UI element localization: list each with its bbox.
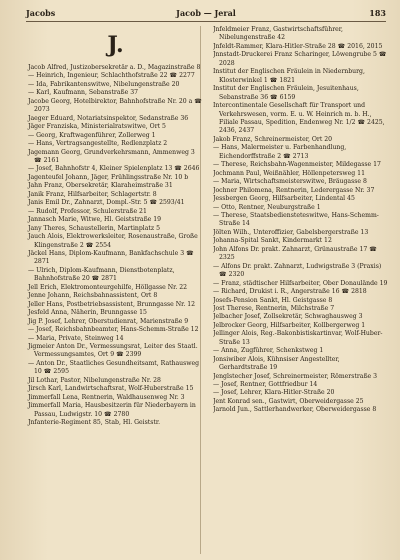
header-center: Jacob — Jeral	[176, 8, 236, 18]
directory-entry: — Alfons Dr. prakt. Zahnarzt, Ludwigstraße 3 (Praxis) ☎ 2320	[213, 262, 382, 279]
directory-entry: Jirsch Karl, Landwirtschaftsrat, Wolf-Huberstraße 15	[28, 385, 194, 393]
directory-entry: Jannasch Marie, Witwe, Hl. Geiststraße 19	[28, 216, 162, 224]
directory-entry: — Josef, Bahnhofstr 4, Kleiner Spielenplatz 13 ☎ 2646	[28, 165, 200, 173]
directory-entry: Jimmerfall Lena, Rentnerin, Waldhausenweg Nr. 3	[28, 393, 185, 401]
directory-entry: Jelbrocker Georg, Hilfsarbeiter, Kollbergerweg 1	[213, 321, 366, 329]
directory-entry: Institut der Englischen Fräulein, Jesuitenhaus, Sebanstraße 36 ☎ 6159	[213, 85, 359, 101]
directory-entry: — Richard, Drukist i. R., Angerstraße 16 ☎ 2818	[213, 288, 367, 296]
directory-entry: — Georg, Kraftwagenführer, Zollerweg 1	[28, 131, 156, 139]
directory-entry: Jonsiwiber Alois, Kühnsiser Angestellter, Gerhardtstraße 19	[213, 355, 340, 372]
directory-entry: Jakob Franz, Schreinermeister, Ort 20	[213, 135, 333, 143]
directory-entry: — Karl, Kaufmann, Sebanstraße 37	[28, 89, 139, 97]
directory-entry: Jahn Franz, Obersekretär, Klaraheimstraße 31	[28, 182, 173, 190]
directory-entry: Jauch Alois, Elektrowerksleiter, Rosenaustraße, Große Klingenstraße 2 ☎ 2554	[28, 233, 198, 249]
directory-entry: Jochmann Paul, Weißnähler, Höllenpetersweg 11	[213, 169, 365, 177]
directory-entry: Jessbergen Georg, Hilfsarbeiter, Lindental 45	[213, 195, 355, 203]
directory-entry: — Rudolf, Professor, Schulerstraße 21	[28, 207, 147, 215]
directory-entry: — Heinrich, Ingenieur, Schlachthofstraße 22 ☎ 2277	[28, 72, 195, 80]
directory-entry: Janik Franz, Hilfsarbeiter, Schlagertstr. 8	[28, 190, 157, 198]
directory-entry: Jenne Johann, Reichsbahnassistent, Ort 8	[28, 292, 158, 300]
directory-entry: Jarnold Jun., Sattlerhandwerker, Oberweidergasse 8	[213, 406, 377, 414]
directory-entry: Jaeger Eduard, Notariatsinspektor, Sedanstraße 36	[28, 114, 189, 122]
directory-entry: Jany Theres, Schaustellerin, Martinplatz 5	[28, 224, 160, 232]
directory-entry: Institut der Englischen Fräulein in Niedernburg, Klosterwinkel 1 ☎ 1821	[213, 68, 365, 84]
directory-entry: — Josef, Lehrer, Klara-Hitler-Straße 20	[213, 389, 335, 397]
directory-entry: Jell Erich, Elektromonteurgehilfe, Höllgasse Nr. 22	[28, 283, 188, 291]
columns	[26, 26, 388, 554]
directory-entry: — Hans, Vertragsangestellte, Redlenzplatz 2	[28, 140, 168, 148]
left-column	[26, 26, 203, 554]
directory-entry: — Otto, Rentner, Neuburgstraße 1	[213, 203, 321, 211]
directory-entry: Jnfeldt-Rammer, Klara-Hitler-Straße 28 ☎ 2016, 2015	[213, 42, 383, 50]
directory-entry: Jent Konrad sen., Gastwirt, Oberweidergasse 25	[213, 397, 364, 405]
directory-entry: — Therese, Reichsbahn-Wagenmeister, Mildegasse 17	[213, 161, 381, 169]
directory-entry: Josefs-Pension Sankt, Hl. Geistgasse 8	[213, 296, 333, 304]
directory-entry: — Ida, Fabrikantenswitwe, Nibelungenstraße 20	[28, 80, 180, 88]
page-header	[26, 6, 386, 20]
directory-entry: Jäckel Hans, Diplom-Kaufmann, Bankfachschule 3 ☎ 2871	[28, 249, 194, 266]
directory-entry: Jigmeier Anton Dr., Vermessungsrat, Leiter des Staatl. Vermessungsamtes, Ort 9 ☎ 2399	[28, 342, 198, 359]
directory-entry: Jelbacher Josef, Zollsekretär, Schwaghausweg 3	[213, 313, 363, 321]
directory-entry: — Ulrich, Diplom-Kaufmann, Dienstbotenplatz, Bahnhofstraße 20 ☎ 2871	[28, 266, 175, 283]
directory-entry: Jenglstecher Josef, Schreinermeister, Römerstraße 3	[213, 372, 378, 380]
directory-entry: Jagenteufel Johann, Jäger, Frühlingsstraße Nr. 10 b	[28, 173, 189, 181]
directory-entry: — Josef, Rentner, Gottfriedbur 14	[213, 381, 318, 389]
directory-entry: — Anna, Zugführer, Schenkstweg 1	[213, 347, 324, 355]
directory-entry: Jacob Alfred, Justizobersekretär a. D., Magazinstraße 8	[28, 64, 201, 71]
directory-entry: — Maria, Private, Steinweg 14	[28, 334, 124, 342]
directory-entry: Jacobe Georg, Hotelbirektor, Bahnhofstraße Nr. 20 a ☎ 2073	[28, 97, 202, 114]
directory-entry: Jellinger Alois, Reg.-Bakonbistiskartinvar, Wolf-Huber-Straße 13	[213, 330, 383, 346]
directory-entry: — Josef, Reichsbahnbeamter, Hans-Schemm-Straße 12	[28, 326, 199, 334]
directory-entry: — Anton Dr., Staatliches Gesundheitsamt, Rathausweg 10 ☎ 2595	[28, 359, 200, 376]
directory-entry: Jimmerfall Maria, Hausbesitzerin für Niederbayern in Passau, Ludwigstr. 10 ☎ 2780	[28, 402, 196, 418]
directory-entry: Jagemann Georg, Grundverkehrsmann, Ammenweg 3 ☎ 2161	[28, 148, 195, 164]
directory-entry: Johanna-Spital Sankt, Kindermarkt 12	[213, 237, 332, 245]
directory-entry: Jölten Wilh., Unteroffizier, Gabelsbergerstraße 13	[213, 228, 369, 236]
directory-entry: Jäger Franziska, Ministerialratswitwe, Ort 5	[28, 123, 166, 131]
right-column	[213, 26, 388, 554]
directory-entry: — Maria, Wirtschaftsmeisterswitwe, Bräugasse 8	[213, 178, 367, 186]
directory-entry: Jig P. Josef, Lehrer, Oberstudienrat, Marienstraße 9	[28, 317, 189, 325]
directory-entry: Jnfanterie-Regiment 85, Stab, Hl. Geiststr.	[28, 419, 161, 427]
header-rule	[26, 21, 386, 22]
directory-entry: John Alfons Dr. prakt. Zahnarzt, Grünaustraße 17 ☎ 2325	[213, 245, 377, 262]
directory-entry: Jil Lothar, Pastor, Nibelungenstraße Nr. 28	[28, 376, 161, 384]
directory-entry: — Therese, Staatsbediensteteswitwe, Hans-Schemm-Straße 14	[213, 211, 379, 228]
directory-entry: — Franz, städtischer Hilfsarbeiter, Ober Donaulände 19	[213, 279, 388, 287]
directory-entry: Jnfeldmeier Franz, Gastwirtschaftsführer, Nibelungenstraße 42	[213, 26, 343, 42]
directory-entry: — Hans, Malermeister u. Farbenhandlung, Eichendorffstraße 2 ☎ 2713	[213, 144, 347, 160]
directory-entry: Intercontinentale Gesellschaft für Transport und Verkehrswesen, vorm. E. u. W. Heinrich m. b. H., Filiale Passau, Spedition, Endenweg Nr. 1/2 ☎ 2425, 2436, 2437	[213, 102, 385, 135]
page-number: 183	[369, 8, 386, 18]
section-letter: J.	[107, 32, 124, 58]
directory-entry: Jeller Hans, Postbetriebsassistent, Brunngasse Nr. 12	[28, 300, 196, 308]
directory-entry: Jost Therese, Rentnerin, Milchstraße 7	[213, 304, 335, 312]
header-left: Jacobs	[26, 8, 56, 18]
directory-entry: Janis Emil Dr., Zahnarzt, Dompl.-Str. 5 ☎ 2593/41	[28, 199, 185, 207]
directory-entry: Jnnstadt-Druckerei Franz Scharinger, Löwengrube 5 ☎ 2028	[213, 51, 387, 67]
directory-entry: Jochner Philomena, Rentnerin, Lederergasse Nr. 37	[213, 186, 375, 194]
directory-entry: Jesfeld Anna, Näherin, Brunngasse 15	[28, 309, 147, 317]
